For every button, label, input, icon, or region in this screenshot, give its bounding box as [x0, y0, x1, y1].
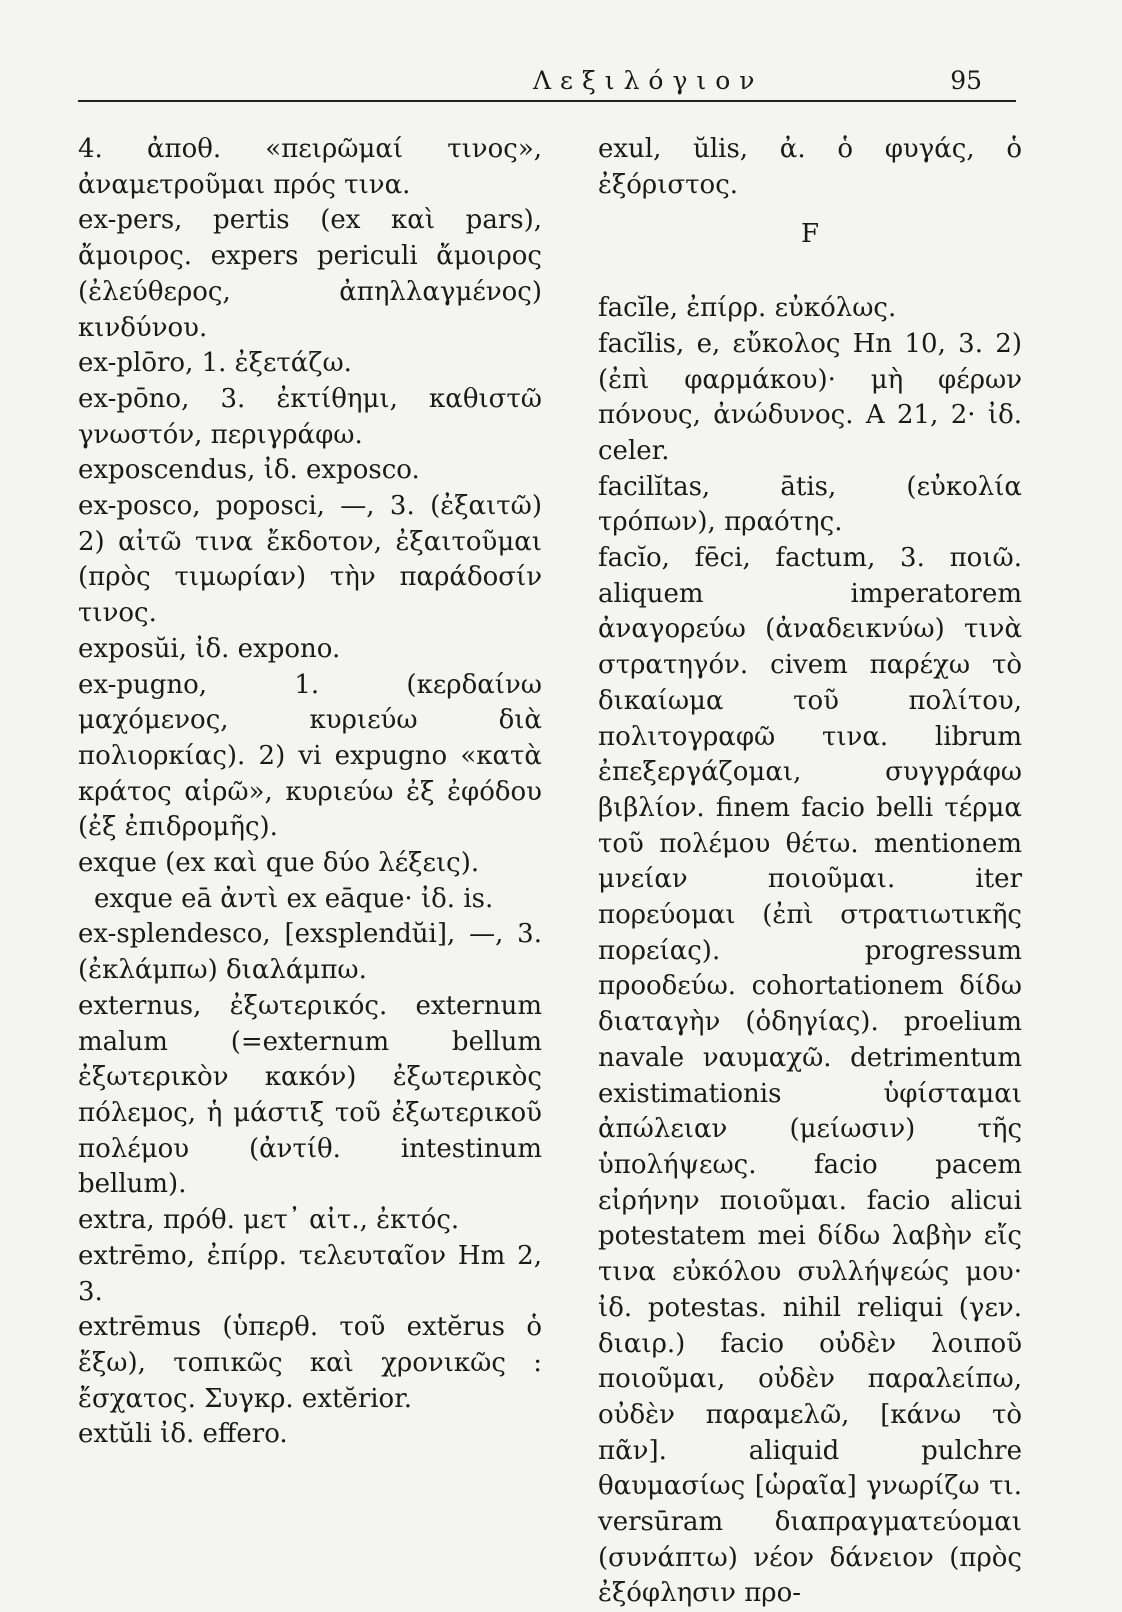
dictionary-entry: externus, ἐξωτερικός. externum malum (=externum bellum ἐξωτερικὸν κακόν) ἐξωτερικὸς πόλεμος, ἡ μάστιξ τοῦ ἐξωτερικοῦ πολέμου (ἀντίθ. intestinum bellum). — [78, 990, 542, 1200]
dictionary-entry: facĭle, ἐπίρρ. εὐκόλως. — [598, 293, 897, 324]
dictionary-entry: 4. ἀποθ. «πειρῶμαί τινος», ἀναμετροῦμαι πρός τινα. — [78, 134, 542, 200]
dictionary-entry: facilĭtas, ātis, (εὐκολία τρόπων), πραότης. — [598, 471, 1022, 538]
dictionary-entry: ex-pōno, 3. ἐκτίθημι, καθιστῶ γνωστόν, περιγράφω. — [78, 383, 542, 450]
running-header — [78, 60, 1016, 102]
dictionary-entry: exposcendus, ἰδ. exposco. — [78, 455, 420, 486]
dictionary-entry: exque eā ἀντὶ ex eāque· ἰδ. is. — [94, 883, 494, 914]
dictionary-entry: ex-splendesco, [exsplendŭi], —, 3. (ἐκλάμπω) διαλάμπω. — [78, 919, 542, 986]
dictionary-entry: facĭo, fēci, factum, 3. ποιῶ. aliquem imperatorem ἀναγορεύω (ἀναδεικνύω) τινὰ στρατηγόν. civem παρέχω τὸ δικαίωμα τοῦ πολίτου, πολιτογραφῶ τινα. librum ἐπεξεργάζομαι, συγγράφω βιβλίον. finem facio belli τέρμα τοῦ πολέμου θέτω. mentionem μνείαν ποιοῦμαι. iter πορεύομαι (ἐπὶ στρατιωτικῆς πορείας). progressum προοδεύω. cohortationem δίδω διαταγὴν (ὁδηγίας). proelium navale ναυμαχῶ. detrimentum existimationis ὑφίσταμαι ἀπώλειαν (μείωσιν) τῆς ὑπολήψεως. facio pacem εἰρήνην ποιοῦμαι. facio alicui potestatem mei δίδω λαβὴν εἴς τινα εὐκόλου συλλήψεώς μου· ἰδ. potestas. nihil reliqui (γεν. διαιρ.) facio οὐδὲν λοιποῦ ποιοῦμαι, οὐδὲν παραλείπω, οὐδὲν παραμελῶ, [κάνω τὸ πᾶν]. aliquid pulchre θαυμασίως [ὡραῖα] γνωρίζω τι. versūram διαπραγματεύομαι (συνάπτω) νέον δάνειον (πρὸς ἐξόφλησιν προ- — [598, 543, 1022, 1609]
left-column — [78, 132, 542, 1453]
page-title: Λεξιλόγιον — [533, 66, 764, 95]
dictionary-entry: ex-pers, pertis (ex καὶ pars), ἄμοιρος. expers periculi ἄμοιρος (ἐλεύθερος, ἀπηλλαγμένος) κινδύνου. — [78, 205, 542, 343]
dictionary-entry: facĭlis, e, εὔκολος Hn 10, 3. 2) (ἐπὶ φαρμάκου)· μὴ φέρων πόνους, ἀνώδυνος. A 21, 2· ἰδ. celer. — [598, 328, 1022, 466]
dictionary-entry: ex-posco, poposci, —, 3. (ἐξαιτῶ) 2) αἰτῶ τινα ἔκδοτον, ἐξαιτοῦμαι (πρὸς τιμωρίαν) τὴν παράδοσίν τινος. — [78, 491, 542, 629]
right-column — [598, 132, 1022, 1612]
dictionary-entry: extrēmus (ὑπερθ. τοῦ extĕrus ὁ ἔξω), τοπικῶς καὶ χρονικῶς : ἔσχατος. Συγκρ. extĕrior. — [78, 1312, 542, 1414]
dictionary-entry: extŭli ἰδ. effero. — [78, 1419, 288, 1450]
dictionary-entry: exque (ex καὶ que δύο λέξεις). — [78, 848, 480, 879]
section-letter: F — [800, 219, 820, 250]
page-number: 95 — [950, 66, 982, 95]
dictionary-entry: exul, ŭlis, ἀ. ὁ φυγάς, ὁ ἐξόριστος. — [598, 134, 1022, 200]
dictionary-entry: extrēmo, ἐπίρρ. τελευταῖον Hm 2, 3. — [78, 1240, 542, 1307]
dictionary-entry: exposŭi, ἰδ. expono. — [78, 633, 341, 664]
dictionary-entry: ex-pugno, 1. (κερδαίνω μαχόμενος, κυριεύω διὰ πολιορκίας). 2) vi expugno «κατὰ κράτος αἱρῶ», κυριεύω ἐξ ἐφόδου (ἐξ ἐπιδρομῆς). — [78, 669, 542, 843]
dictionary-entry: ex-plōro, 1. ἐξετάζω. — [78, 348, 352, 379]
dictionary-entry: extra, πρόθ. μετ᾽ αἰτ., ἐκτός. — [78, 1205, 460, 1236]
